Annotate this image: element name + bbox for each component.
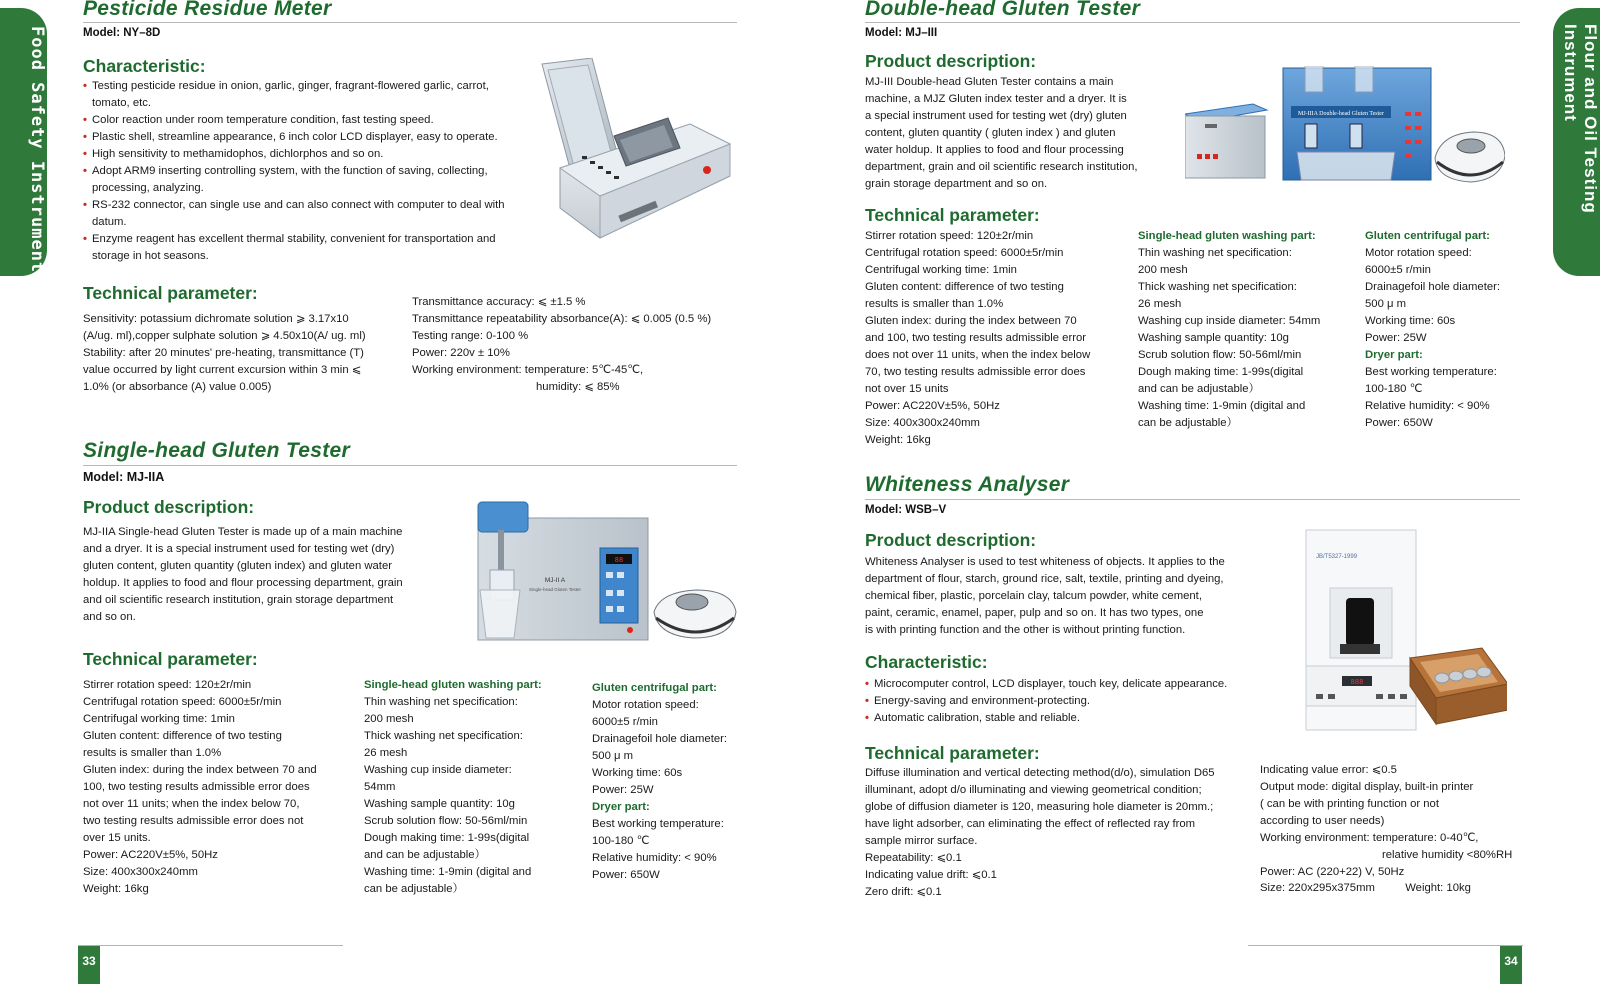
tech-line: Centrifugal working time: 1min xyxy=(865,264,1017,276)
footer-line-left xyxy=(78,945,343,946)
tech-line: 200 mesh xyxy=(1138,264,1188,276)
tech-line: Washing sample quantity: 10g xyxy=(1138,332,1289,344)
tech-line: and 100, two testing results admissible error xyxy=(865,332,1087,344)
description-line: MJ-IIA Single-head Gluten Tester is made up of a main machine xyxy=(83,526,403,538)
tech-line: Testing range: 0-100 % xyxy=(412,330,529,342)
tech-line: 100-180 ℃ xyxy=(592,835,650,847)
side-tab-food-safety: Food Safety Instrument xyxy=(0,8,47,276)
double-head-description xyxy=(865,74,1165,193)
single-head-tech-col1 xyxy=(83,677,353,898)
svg-text:MJ-II A: MJ-II A xyxy=(544,577,566,584)
double-head-desc-heading: Product description: xyxy=(865,51,1037,71)
tech-line: Gluten index: during the index between 70 xyxy=(865,315,1077,327)
tech-line: globe of diffusion diameter is 120, measuring hole diameter is 20mm.; xyxy=(865,801,1214,813)
double-head-centrifugal-heading: Gluten centrifugal part: xyxy=(1365,230,1490,242)
tech-line: Size: 400x300x240mm xyxy=(83,866,198,878)
tech-line: 100-180 ℃ xyxy=(1365,383,1423,395)
tech-line: Thick washing net specification: xyxy=(364,730,523,742)
tech-line: Power: 650W xyxy=(1365,417,1433,429)
whiteness-char-heading: Characteristic: xyxy=(865,652,988,672)
tech-line: Repeatability: ⩽0.1 xyxy=(865,852,962,864)
tech-line: Best working temperature: xyxy=(592,818,724,830)
page-number-left: 33 xyxy=(78,946,100,984)
tech-line: Washing sample quantity: 10g xyxy=(364,798,515,810)
single-head-desc-heading: Product description: xyxy=(83,497,255,517)
double-head-washing-heading: Single-head gluten washing part: xyxy=(1138,230,1316,242)
description-line: Whiteness Analyser is used to test whiteness of objects. It applies to the xyxy=(865,556,1225,568)
tech-line: illuminant, adopt d/o illuminating and viewing geometrical condition; xyxy=(865,784,1202,796)
whiteness-tech-heading: Technical parameter: xyxy=(865,743,1040,763)
pesticide-tech-heading: Technical parameter: xyxy=(83,283,258,303)
description-line: department of flour, starch, ground rice, salt, textile, printing and dyeing, xyxy=(865,573,1224,585)
single-head-description xyxy=(83,524,433,626)
tech-line: Thin washing net specification: xyxy=(1138,247,1292,259)
pesticide-title: Pesticide Residue Meter xyxy=(83,0,332,20)
tech-line: Stability: after 20 minutes' pre-heating, transmittance (T) xyxy=(83,347,364,359)
tech-line: Relative humidity: < 90% xyxy=(592,852,717,864)
single-head-model: Model: MJ-IIA xyxy=(83,470,165,484)
tech-line: Weight: 16kg xyxy=(83,883,149,895)
tech-line: Power: AC (220+22) V, 50Hz xyxy=(1260,866,1405,878)
side-tab-flour-oil: Flour and Oil Testing Instrument xyxy=(1553,8,1600,276)
tech-line: Scrub solution flow: 50-56ml/min xyxy=(364,815,528,827)
tech-line: Scrub solution flow: 50-56ml/min xyxy=(1138,349,1302,361)
whiteness-size-weight xyxy=(1260,880,1530,897)
characteristic-item: • RS-232 connector, can single use and can also connect with computer to deal with datum. xyxy=(83,197,526,231)
tech-line: Best working temperature: xyxy=(1365,366,1497,378)
tech-line: can be adjustable） xyxy=(364,883,464,895)
double-head-tech-col1 xyxy=(865,228,1120,449)
double-head-tech-col3 xyxy=(1365,228,1535,432)
tech-line: 26 mesh xyxy=(1138,298,1182,310)
single-head-tester-image xyxy=(470,500,742,650)
whiteness-weight: Weight: 10kg xyxy=(1405,882,1471,894)
pesticide-rule xyxy=(83,22,737,23)
tech-line: Indicating value drift: ⩽0.1 xyxy=(865,869,997,881)
tech-line: Dough making time: 1-99s(digital xyxy=(364,832,530,844)
description-line: chemical fiber, plastic, porcelain clay, talcum powder, white cement, xyxy=(865,590,1202,602)
tech-line: Thick washing net specification: xyxy=(1138,281,1297,293)
tech-line: Washing time: 1-9min (digital and xyxy=(364,866,532,878)
tech-line: not over 11 units; when the index below 70, xyxy=(83,798,300,810)
tech-line: 500 μ m xyxy=(1365,298,1407,310)
svg-text:MJ-IIIA Double-head Gluten Tes: MJ-IIIA Double-head Gluten Tester xyxy=(1298,111,1384,117)
double-head-rule xyxy=(865,22,1520,23)
tech-line: value occurred by light current excursion within 3 min ⩽ xyxy=(83,364,362,376)
characteristic-item: • Plastic shell, streamline appearance, 6 inch color LCD displayer, easy to operate. xyxy=(83,129,526,146)
description-line: is with printing function and the other is without printing function. xyxy=(865,624,1186,636)
tech-line: Power: 25W xyxy=(1365,332,1427,344)
whiteness-rule xyxy=(865,499,1520,500)
tech-line: and can be adjustable） xyxy=(1138,383,1260,395)
characteristic-item: • Color reaction under room temperature condition, fast testing speed. xyxy=(83,112,526,129)
double-head-model: Model: MJ–III xyxy=(865,27,938,39)
tech-line: 100, two testing results admissible error does xyxy=(83,781,310,793)
tech-line: Weight: 16kg xyxy=(865,434,931,446)
tech-line: Power: 25W xyxy=(592,784,654,796)
tech-line: results is smaller than 1.0% xyxy=(83,747,222,759)
tech-line: Stirrer rotation speed: 120±2r/min xyxy=(83,679,252,691)
description-line: content, gluten quantity ( gluten index ) and gluten xyxy=(865,127,1116,139)
double-head-tech-col2 xyxy=(1138,228,1353,432)
tech-line: Drainagefoil hole diameter: xyxy=(592,733,728,745)
pesticide-meter-image xyxy=(540,58,735,248)
tech-line: according to user needs) xyxy=(1260,815,1385,827)
tech-line: Thin washing net specification: xyxy=(364,696,518,708)
description-line: holdup. It applies to food and flour processing department, grain xyxy=(83,577,403,589)
description-line: paint, ceramic, enamel, paper, pulp and so on. It has two types, one xyxy=(865,607,1204,619)
tech-line: Zero drift: ⩽0.1 xyxy=(865,886,942,898)
tech-line: 500 μ m xyxy=(592,750,634,762)
description-line: department, grain and oil scientific research institution, xyxy=(865,161,1138,173)
tech-line: Centrifugal rotation speed: 6000±5r/min xyxy=(865,247,1064,259)
tech-line: Transmittance accuracy: ⩽ ±1.5 % xyxy=(412,296,586,308)
whiteness-tech-left xyxy=(865,765,1245,901)
double-head-tech-heading: Technical parameter: xyxy=(865,205,1040,225)
tech-line: humidity: ⩽ 85% xyxy=(536,381,620,393)
description-line: and a dryer. It is a special instrument used for testing wet (dry) xyxy=(83,543,395,555)
tech-line: Power: AC220V±5%, 50Hz xyxy=(865,400,1000,412)
tech-line: 70, two testing results admissible error does xyxy=(865,366,1086,378)
page-number-right: 34 xyxy=(1500,946,1522,984)
whiteness-title: Whiteness Analyser xyxy=(865,473,1070,496)
single-head-centrifugal-heading: Gluten centrifugal part: xyxy=(592,682,717,694)
tech-line: Centrifugal working time: 1min xyxy=(83,713,235,725)
tech-line: and can be adjustable） xyxy=(364,849,486,861)
whiteness-characteristics xyxy=(865,676,1285,727)
tech-line: Power: 650W xyxy=(592,869,660,881)
whiteness-model: Model: WSB–V xyxy=(865,504,947,516)
whiteness-desc-heading: Product description: xyxy=(865,530,1037,550)
double-head-tester-image xyxy=(1185,66,1505,188)
single-head-tech-col3 xyxy=(592,680,752,884)
tech-line: ( can be with printing function or not xyxy=(1260,798,1439,810)
tech-line: Washing cup inside diameter: 54mm xyxy=(1138,315,1321,327)
tech-line: relative humidity <80%RH xyxy=(1382,849,1513,861)
description-line: a special instrument used for testing wet (dry) gluten xyxy=(865,110,1127,122)
footer-line-right xyxy=(1248,945,1523,946)
characteristic-item: • Automatic calibration, stable and reliable. xyxy=(865,710,1285,727)
double-head-dryer-heading: Dryer part: xyxy=(1365,349,1423,361)
tech-line: does not over 11 units, when the index below xyxy=(865,349,1091,361)
single-head-tech-col2 xyxy=(364,677,579,898)
tech-line: not over 15 units xyxy=(865,383,949,395)
characteristic-item: • Testing pesticide residue in onion, garlic, ginger, fragrant-flowered garlic, carrot, tomato, etc. xyxy=(83,78,526,112)
tech-line: can be adjustable） xyxy=(1138,417,1238,429)
tech-line: 1.0% (or absorbance (A) value 0.005) xyxy=(83,381,272,393)
svg-text:Single-head Gluten Tester: Single-head Gluten Tester xyxy=(529,587,581,592)
tech-line: Gluten content: difference of two testing xyxy=(83,730,282,742)
characteristic-item: • Adopt ARM9 inserting controlling system, with the function of saving, collecting, processing, analyzing. xyxy=(83,163,526,197)
tech-line: 6000±5 r/min xyxy=(1365,264,1431,276)
tech-line: Output mode: digital display, built-in printer xyxy=(1260,781,1474,793)
tech-line: 6000±5 r/min xyxy=(592,716,658,728)
single-head-washing-heading: Single-head gluten washing part: xyxy=(364,679,542,691)
whiteness-analyser-image xyxy=(1302,528,1507,733)
characteristic-item: • Enzyme reagent has excellent thermal stability, convenient for transportation and storage in hot seasons. xyxy=(83,231,526,265)
whiteness-tech-right xyxy=(1260,762,1530,881)
pesticide-characteristics xyxy=(83,78,526,265)
tech-line: Working environment: temperature: 0-40℃, xyxy=(1260,832,1479,844)
description-line: and oil scientific research institution, grain storage department xyxy=(83,594,394,606)
tech-line: have light adsorber, can eliminating the effect of reflected ray from xyxy=(865,818,1196,830)
description-line: MJ-III Double-head Gluten Tester contains a main xyxy=(865,76,1114,88)
pesticide-tech-right xyxy=(412,294,742,396)
tech-line: 200 mesh xyxy=(364,713,414,725)
tech-line: two testing results admissible error does not xyxy=(83,815,304,827)
tech-line: Motor rotation speed: xyxy=(592,699,699,711)
pesticide-model: Model: NY–8D xyxy=(83,27,161,39)
description-line: machine, a MJZ Gluten index tester and a dryer. It is xyxy=(865,93,1127,105)
double-head-title: Double-head Gluten Tester xyxy=(865,0,1141,20)
tech-line: (A/ug. ml),copper sulphate solution ⩾ 4.50x10(A/ ug. ml) xyxy=(83,330,366,342)
tech-line: Size: 400x300x240mm xyxy=(865,417,980,429)
tech-line: Washing cup inside diameter: xyxy=(364,764,512,776)
characteristic-item: • High sensitivity to methamidophos, dichlorphos and so on. xyxy=(83,146,526,163)
tech-line: Working environment: temperature: 5℃-45℃, xyxy=(412,364,644,376)
svg-text:JB/T5327-1999: JB/T5327-1999 xyxy=(1316,554,1358,560)
single-head-dryer-heading: Dryer part: xyxy=(592,801,650,813)
description-line: gluten content, gluten quantity (gluten index) and gluten water xyxy=(83,560,392,572)
tech-line: Working time: 60s xyxy=(592,767,683,779)
characteristic-item: • Energy-saving and environment-protecting. xyxy=(865,693,1285,710)
whiteness-description xyxy=(865,554,1285,639)
svg-text:888: 888 xyxy=(1350,678,1364,686)
tech-line: Transmittance repeatability absorbance(A): ⩽ 0.005 (0.5 %) xyxy=(412,313,712,325)
tech-line: Centrifugal rotation speed: 6000±5r/min xyxy=(83,696,282,708)
tech-line: sample mirror surface. xyxy=(865,835,978,847)
single-head-tech-heading: Technical parameter: xyxy=(83,649,258,669)
tech-line: Gluten index: during the index between 70 and xyxy=(83,764,317,776)
single-head-rule xyxy=(83,465,737,466)
tech-line: 54mm xyxy=(364,781,396,793)
tech-line: results is smaller than 1.0% xyxy=(865,298,1004,310)
tech-line: Diffuse illumination and vertical detecting method(d/o), simulation D65 xyxy=(865,767,1215,779)
svg-text:88: 88 xyxy=(614,556,624,564)
tech-line: Motor rotation speed: xyxy=(1365,247,1472,259)
tech-line: Dough making time: 1-99s(digital xyxy=(1138,366,1304,378)
tech-line: Sensitivity: potassium dichromate solution ⩾ 3.17x10 xyxy=(83,313,349,325)
tech-line: Indicating value error: ⩽0.5 xyxy=(1260,764,1397,776)
description-line: grain storage department and so on. xyxy=(865,178,1048,190)
whiteness-size: Size: 220x295x375mm xyxy=(1260,882,1375,894)
tech-line: Stirrer rotation speed: 120±2r/min xyxy=(865,230,1034,242)
tech-line: Working time: 60s xyxy=(1365,315,1456,327)
tech-line: over 15 units. xyxy=(83,832,151,844)
tech-line: Drainagefoil hole diameter: xyxy=(1365,281,1501,293)
pesticide-tech-left xyxy=(83,311,403,396)
pesticide-char-heading: Characteristic: xyxy=(83,56,206,76)
tech-line: 26 mesh xyxy=(364,747,408,759)
tech-line: Gluten content: difference of two testing xyxy=(865,281,1064,293)
tech-line: Power: 220v ± 10% xyxy=(412,347,510,359)
tech-line: Washing time: 1-9min (digital and xyxy=(1138,400,1306,412)
characteristic-item: • Microcomputer control, LCD displayer, touch key, delicate appearance. xyxy=(865,676,1285,693)
description-line: water holdup. It applies to food and flour processing xyxy=(865,144,1124,156)
description-line: and so on. xyxy=(83,611,136,623)
single-head-title: Single-head Gluten Tester xyxy=(83,439,350,462)
tech-line: Relative humidity: < 90% xyxy=(1365,400,1490,412)
tech-line: Power: AC220V±5%, 50Hz xyxy=(83,849,218,861)
